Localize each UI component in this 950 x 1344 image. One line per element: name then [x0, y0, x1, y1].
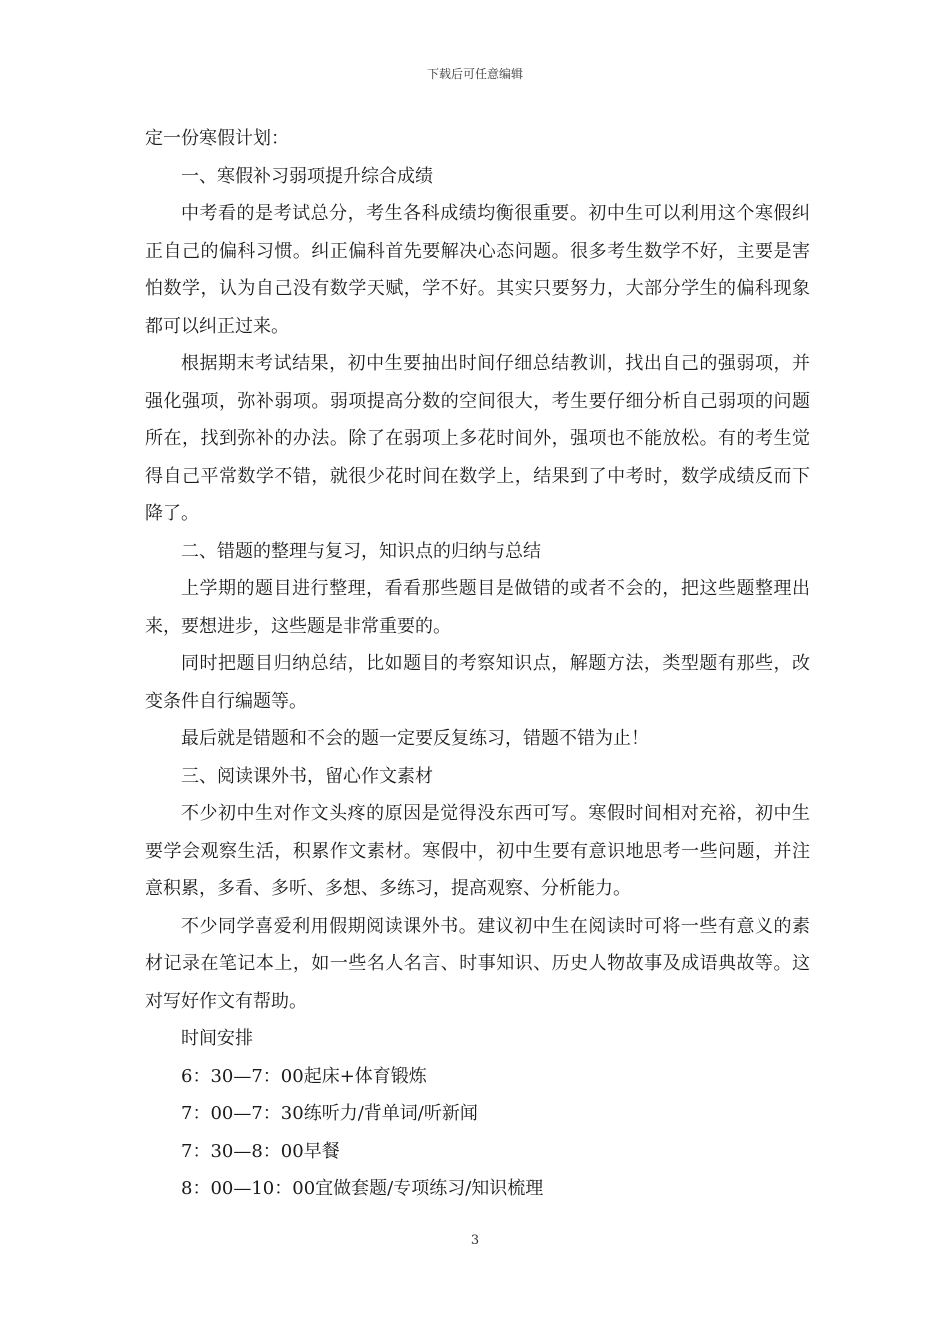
paragraph: 中考看的是考试总分，考生各科成绩均衡很重要。初中生可以利用这个寒假纠正自己的偏科习惯。纠正偏科首先要解决心态问题。很多考生数学不好，主要是害怕数学，认为自己没有数学天赋，学不好。其实只要努力，大部分学生的偏科现象都可以纠正过来。	[145, 203, 810, 337]
paragraph: 不少同学喜爱利用假期阅读课外书。建议初中生在阅读时可将一些有意义的素材记录在笔记本上，如一些名人名言、时事知识、历史人物故事及成语典故等。这对写好作文有帮助。	[145, 915, 810, 1012]
schedule-item: 8：00—10：00宜做套题/专项练习/知识梳理	[181, 1178, 544, 1199]
section-heading-3: 三、阅读课外书，留心作文素材	[181, 765, 433, 787]
page-header-note: 下载后可任意编辑	[426, 67, 523, 81]
paragraph: 最后就是错题和不会的题一定要反复练习，错题不错为止！	[181, 728, 649, 749]
intro-line: 定一份寒假计划：	[145, 128, 289, 149]
schedule-item: 7：30—8：00早餐	[181, 1140, 340, 1162]
paragraph: 不少初中生对作文头疼的原因是觉得没东西可写。寒假时间相对充裕，初中生要学会观察生活，积累作文素材。寒假中，初中生要有意识地思考一些问题，并注意积累，多看、多听、多想、多练习，提高观察、分析能力。	[145, 803, 810, 899]
paragraph: 同时把题目归纳总结，比如题目的考察知识点，解题方法，类型题有那些，改变条件自行编题等。	[145, 653, 810, 712]
paragraph: 上学期的题目进行整理，看看那些题目是做错的或者不会的，把这些题整理出来，要想进步，这些题是非常重要的。	[145, 578, 810, 637]
paragraph: 根据期末考试结果，初中生要抽出时间仔细总结教训，找出自己的强弱项，并强化强项，弥补弱项。弱项提高分数的空间很大，考生要仔细分析自己弱项的问题所在，找到弥补的办法。除了在弱项上多花时间外，强项也不能放松。有的考生觉得自己平常数学不错，就很少花时间在数学上，结果到了中考时，数学成绩反而下降了。	[145, 353, 810, 524]
schedule-item: 6：30—7：00起床+体育锻炼	[181, 1065, 427, 1087]
schedule-item: 7：00—7：30练听力/背单词/听新闻	[181, 1103, 478, 1124]
schedule-heading: 时间安排	[181, 1028, 253, 1049]
page-number: 3	[470, 1233, 480, 1248]
document-body	[145, 120, 810, 1208]
section-heading-2: 二、错题的整理与复习，知识点的归纳与总结	[181, 540, 541, 562]
section-heading-1: 一、寒假补习弱项提升综合成绩	[181, 165, 433, 187]
